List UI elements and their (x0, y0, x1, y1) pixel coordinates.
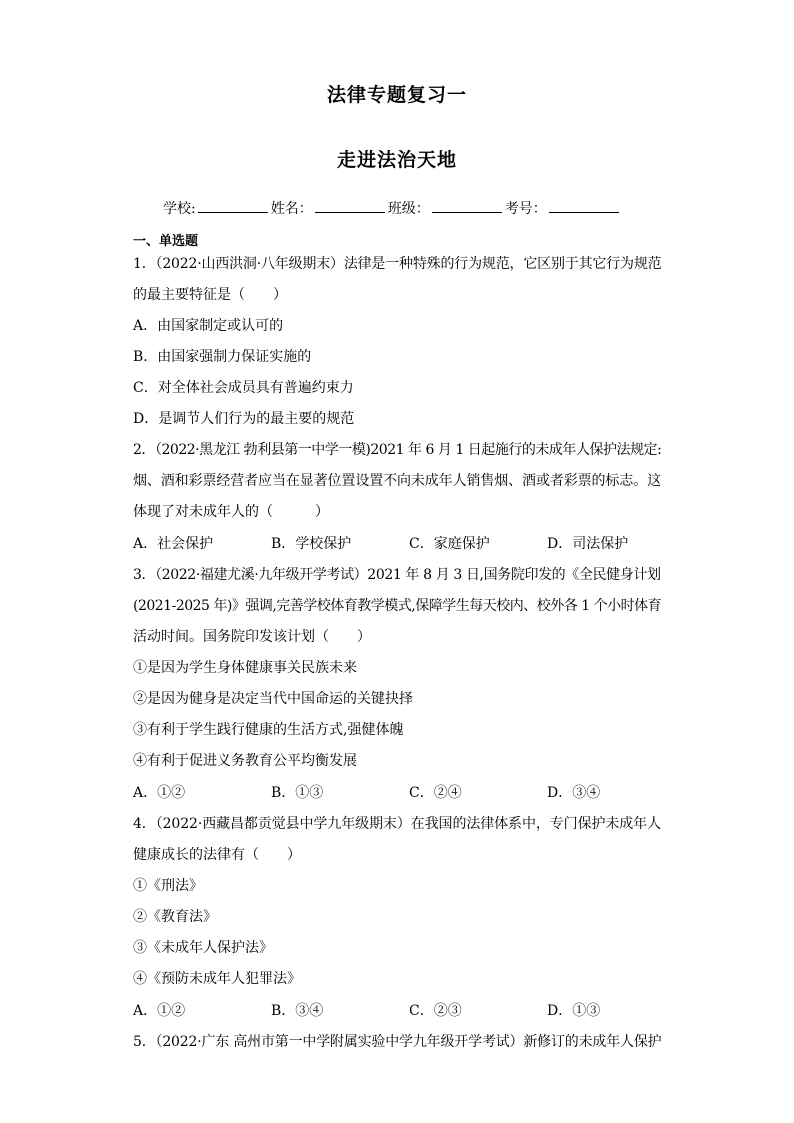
q5-stem-line1: 5．（2022·广东 高州市第一中学附属实验中学九年级开学考试）新修订的未成年人保护 (133, 1034, 662, 1050)
q2-option-a: A．社会保护 (133, 536, 214, 552)
q3-options (133, 784, 693, 802)
q4-statement-2: ②《教育法》 (133, 909, 217, 925)
q4-option-c: C．②③ (409, 1003, 462, 1019)
q4-stem-line2: 健康成长的法律有（ ） (133, 847, 301, 863)
q2-option-b: B．学校保护 (271, 536, 352, 552)
section-heading: 一、单选题 (133, 234, 199, 249)
q3-stem-line1: 3．（2022·福建尤溪·九年级开学考试）2021 年 8 月 3 日,国务院印发的《全民健身计划 (133, 567, 661, 583)
q2-option-c: C．家庭保护 (409, 536, 490, 552)
q2-options (133, 535, 693, 553)
q3-option-d: D．③④ (547, 785, 601, 801)
document-subtitle: 走进法治天地 (336, 149, 457, 171)
q3-statement-4: ④有利于促进义务教育公平均衡发展 (133, 753, 357, 769)
q3-stem-line3: 活动时间。国务院印发该计划（ ） (133, 629, 371, 645)
q2-option-d: D．司法保护 (547, 536, 629, 552)
q3-option-c: C．②④ (409, 785, 462, 801)
q2-stem-line1: 2．（2022·黑龙江 勃利县第一中学一模)2021 年 6 月 1 日起施行的未成年人保护法规定: (133, 442, 662, 458)
q4-stem-line1: 4．（2022·西藏昌都贡觉县中学九年级期末）在我国的法律体系中，专门保护未成年人 (133, 816, 661, 832)
exam-number-blank (549, 198, 619, 213)
q3-statement-3: ③有利于学生践行健康的生活方式,强健体魄 (133, 722, 404, 738)
student-info-row (163, 198, 622, 218)
q2-stem-line2: 烟、酒和彩票经营者应当在显著位置设置不向未成年人销售烟、酒或者彩票的标志。这 (133, 473, 661, 489)
q4-option-d: D．①③ (547, 1003, 601, 1019)
class-label: 班级： (387, 201, 430, 217)
school-label: 学校: (163, 201, 196, 217)
name-label: 姓名： (270, 201, 313, 217)
exam-number-label: 考号： (504, 201, 547, 217)
q1-option-b: B．由国家强制力保证实施的 (133, 349, 312, 365)
q1-stem-line2: 的最主要特征是（ ） (133, 287, 287, 303)
q1-option-a: A．由国家制定或认可的 (133, 318, 284, 334)
q4-option-a: A．①② (133, 1003, 186, 1019)
q4-options (133, 1002, 693, 1020)
q1-option-d: D．是调节人们行为的最主要的规范 (133, 411, 355, 427)
q1-stem-line1: 1．（2022·山西洪洞·八年级期末）法律是一种特殊的行为规范，它区别于其它行为规范 (133, 256, 662, 272)
class-blank (432, 198, 502, 213)
q4-statement-4: ④《预防未成年人犯罪法》 (133, 971, 301, 987)
q4-statement-3: ③《未成年人保护法》 (133, 940, 273, 956)
q3-statement-2: ②是因为健身是决定当代中国命运的关键抉择 (133, 691, 413, 707)
q3-option-b: B．①③ (271, 785, 324, 801)
name-blank (315, 198, 385, 213)
q3-statement-1: ①是因为学生身体健康事关民族未来 (133, 660, 357, 676)
q4-statement-1: ①《刑法》 (133, 878, 203, 894)
q4-option-b: B．③④ (271, 1003, 324, 1019)
q3-option-a: A．①② (133, 785, 186, 801)
school-blank (198, 198, 268, 213)
q2-stem-line3: 体现了对未成年人的（ ） (133, 504, 329, 520)
q1-option-c: C．对全体社会成员具有普遍约束力 (133, 380, 354, 396)
q3-stem-line2: (2021-2025 年)》强调,完善学校体育教学模式,保障学生每天校内、校外各 1 个小时体育 (133, 598, 662, 614)
document-title: 法律专题复习一 (326, 84, 467, 106)
